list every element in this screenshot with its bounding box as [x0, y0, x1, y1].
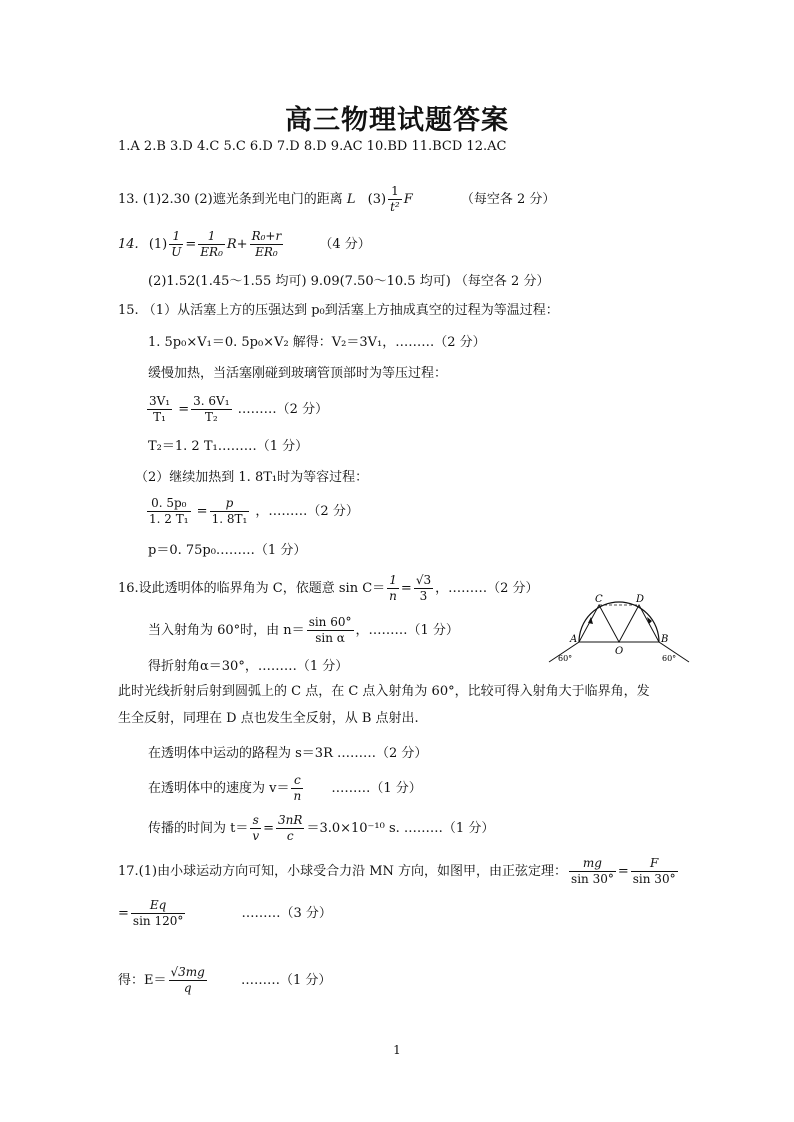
q16-frac2-den: 3 [419, 589, 428, 603]
page-number: 1 [393, 1043, 401, 1057]
q15-frac3-den: 1. 2 T₁ [149, 512, 189, 526]
q16-frac2 [414, 573, 433, 604]
q17-frac1-num: mg [569, 856, 616, 872]
label-B: B [661, 634, 669, 645]
q15-line4: $\frac{\text{3V₁}}{\text{T₁}}$ = $\frac{\text{3. 6V₁}}{\text{T₂}}$ ………（2 分） [149, 394, 329, 424]
q16-frac4 [291, 773, 303, 804]
q17-frac3-den: sin 120° [132, 914, 184, 928]
q15-line3: 缓慢加热，当活塞刚碰到玻璃管顶部时为等压过程： [148, 366, 448, 381]
q14-part1: (1) [148, 237, 168, 252]
q15-frac1-den: T₁ [153, 410, 166, 424]
q14-frac-a-num: 1 [169, 229, 183, 245]
q17-frac1-den: sin 30° [571, 872, 614, 886]
q17-frac2-num: F [631, 856, 678, 872]
q17-line1: 17.(1)由小球运动方向可知，小球受合力沿 MN 方向，如图甲，由正弦定理： $\frac{mg}{\sin 30^\circ}$ = $\frac{F}{\sin 30^\circ}$ [118, 856, 676, 886]
q15-line7-score: ，………（2 分） [255, 504, 359, 519]
q17-line2-tail: ………（3 分） [241, 906, 332, 921]
q14-frac-c-num: R₀+r [251, 229, 282, 243]
q16-line8-tail: ＝3.0×10⁻¹⁰ s. ………（1 分） [306, 821, 495, 836]
label-O: O [615, 646, 624, 657]
q17-frac4 [169, 965, 207, 996]
q14-frac-a-den: U [171, 245, 182, 259]
q14-frac-c [250, 229, 284, 260]
q16-frac2-num: √3 [415, 573, 432, 587]
q15-frac4 [210, 496, 250, 527]
q17-frac1 [569, 856, 616, 887]
q17-line3 [118, 964, 331, 998]
q14-line2: (2)1.52(1.45～1.55 均可) 9.09(7.50～10.5 均可) （每空各 2 分） [148, 274, 550, 289]
q14-frac-b-num: 1 [198, 229, 225, 245]
q14-score: （4 分） [319, 237, 371, 252]
q14-label: 14. [118, 237, 139, 252]
q13-fraction-num: 1 [388, 184, 402, 200]
q17-frac2-den: sin 30° [632, 872, 676, 886]
q15-frac3 [147, 496, 191, 527]
angle-right: 60° [662, 654, 677, 663]
q14-line1 [118, 228, 371, 262]
q15-line5: T₂＝1. 2 T₁………（1 分） [148, 439, 309, 454]
q14-frac-a [169, 229, 183, 260]
q16-line2-head: 当入射角为 60°时，由 n＝ [148, 623, 305, 638]
q17-line1-head: 17.(1)由小球运动方向可知，小球受合力沿 MN 方向，如图甲，由正弦定理： [118, 864, 568, 879]
label-A: A [570, 634, 578, 645]
q16-frac5-num: s [250, 813, 261, 829]
q14-R: R+ [226, 237, 248, 252]
q15-line1: 15. （1）从活塞上方的压强达到 p₀到活塞上方抽成真空的过程为等温过程： [118, 303, 559, 318]
q17-frac4-den: q [183, 981, 192, 995]
q15-frac3-num: 0. 5p₀ [147, 496, 191, 512]
q16-line7-tail: ………（1 分） [331, 781, 422, 796]
q16-line7-head: 在透明体中的速度为 v＝ [148, 781, 290, 796]
q16-line1: 16.设此透明体的临界角为 C，依题意 sin C＝ $\frac{1}{n}$ = $\frac{√3}{3}$ ，………（2 分） [118, 573, 539, 603]
q15-frac2-den: T₂ [204, 410, 218, 424]
q16-frac1-den: n [389, 589, 397, 603]
q13-part3: (3) [367, 192, 387, 207]
q15-line8: p＝0. 75p₀………（1 分） [148, 543, 307, 558]
q13-fraction [388, 184, 402, 215]
q16-line1-tail: ，………（2 分） [435, 581, 539, 596]
q15-line2: 1. 5p₀×V₁＝0. 5p₀×V₂ 解得：V₂＝3V₁，………（2 分） [148, 335, 486, 350]
q16-frac5 [250, 813, 261, 844]
q16-frac4-num: c [291, 773, 303, 789]
q16-line5: 生全反射，同理在 D 点也发生全反射，从 B 点射出. [118, 711, 419, 726]
q16-frac3-num: sin 60° [308, 615, 352, 629]
q13-L: L [346, 192, 356, 207]
q13-line [118, 184, 555, 215]
q13-score: （每空各 2 分） [460, 192, 556, 207]
q16-frac1-num: 1 [387, 573, 399, 589]
q17-frac2 [631, 856, 678, 887]
q13-fraction-den: t² [390, 200, 400, 214]
q16-frac1 [387, 573, 399, 604]
q16-frac5-den: v [252, 829, 260, 843]
q15-frac1 [147, 394, 172, 425]
q16-line3: 得折射角α＝30°，………（1 分） [148, 659, 349, 674]
q16-line2-tail: ，………（1 分） [355, 623, 459, 638]
q16-frac3-den: sin α [315, 631, 345, 645]
q15-frac1-num: 3V₁ [149, 394, 171, 408]
q15-frac4-den: 1. 8T₁ [211, 512, 248, 526]
choice-answers: 1.A 2.B 3.D 4.C 5.C 6.D 7.D 8.D 9.AC 10.BD 11.BCD 12.AC [118, 139, 507, 154]
q15-line4-score: ………（2 分） [237, 402, 329, 417]
q16-frac6-num: 3nR [278, 813, 303, 827]
q17-frac3-num: Eq [131, 898, 185, 914]
q17-line2: = $\frac{Eq}{\sin 120^\circ}$ ………（3 分） [118, 898, 332, 928]
label-C: C [595, 594, 603, 605]
q17-frac3 [131, 898, 185, 929]
q17-frac4-num: √3mg [170, 965, 205, 979]
q16-line2 [148, 614, 459, 648]
q14-frac-c-den: ER₀ [255, 245, 278, 259]
q16-frac3 [307, 615, 354, 646]
q16-frac4-den: n [293, 789, 302, 803]
q14-equals: = [185, 237, 197, 252]
q15-line6: （2）继续加热到 1. 8T₁时为等容过程： [135, 470, 369, 485]
q16-frac6 [276, 813, 304, 844]
q14-frac-b [198, 229, 225, 260]
label-D: D [636, 594, 645, 605]
q15-line7: $\frac{\text{0. 5p₀}}{\text{1. 2 T₁}}$ = $\frac{p}{\text{1. 8T₁}}$ ，………（2 分） [149, 496, 359, 526]
q16-line6: 在透明体中运动的路程为 s＝3R ………（2 分） [148, 746, 428, 761]
q16-figure [544, 590, 694, 664]
q16-frac6-den: c [286, 829, 294, 843]
angle-left: 60° [558, 654, 573, 663]
q13-F: F [403, 192, 413, 207]
q17-line3-head: 得：E＝ [118, 973, 167, 988]
q16-line7 [148, 772, 422, 806]
q17-line3-tail: ………（1 分） [240, 973, 332, 988]
q15-frac4-num: p [210, 496, 250, 512]
q14-frac-b-den: ER₀ [200, 245, 223, 259]
q16-line4: 此时光线折射后射到圆弧上的 C 点，在 C 点入射角为 60°，比较可得入射角大于临界角，发 [118, 684, 650, 699]
page-title: 高三物理试题答案 [285, 105, 509, 136]
q15-frac2 [191, 394, 231, 425]
q16-line1-head: 16.设此透明体的临界角为 C，依题意 sin C＝ [118, 581, 386, 596]
q16-line8: 传播的时间为 t＝ $\frac{s}{v}$ = $\frac{3nR}{c}$ ＝3.0×10⁻¹⁰ s. ………（1 分） [148, 813, 495, 843]
q15-frac2-num: 3. 6V₁ [193, 394, 230, 408]
q13-text: 13. (1)2.30 (2)遮光条到光电门的距离 [118, 192, 343, 207]
q16-line8-head: 传播的时间为 t＝ [148, 821, 249, 836]
